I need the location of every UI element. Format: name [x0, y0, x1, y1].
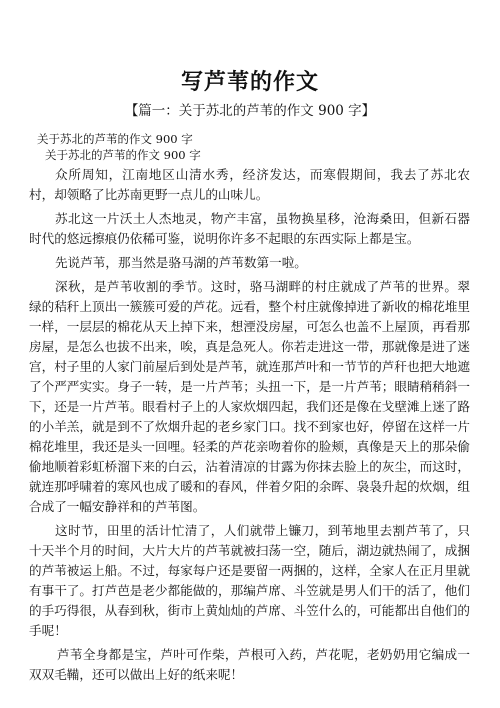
- paragraph-5: 这时节，田里的活计忙清了，人们就带上镰刀，到苇地里去割芦苇了，只十天半个月的时间，大片大片的芦苇就被扫荡一空，随后，湖边就热闹了，成捆的芦苇被运上船。不过，每家每户还是要留一两捆的，这样，全家人在正月里就有事干了。打芦芭是老少都能做的，那编芦席、斗笠就是男人们干的活了，他们的手巧得很，从春到秋，街市上黄灿灿的芦席、斗笠什么的，可能都出自他们的手呢！: [29, 523, 470, 638]
- paragraph-1: 众所周知，江南地区山清水秀，经济发达，而寒假期间，我去了苏北农村，却领略了比苏南更野一点儿的山味儿。: [29, 167, 470, 202]
- meta-line-2: 关于苏北的芦苇的作文 900 字: [45, 148, 201, 162]
- document-title: 写芦苇的作文: [180, 69, 319, 95]
- section-heading: 【篇一：关于苏北的芦苇的作文 900 字】: [124, 103, 376, 119]
- paragraph-6: 芦苇全身都是宝，芦叶可作柴，芦根可入药，芦花呢，老奶奶用它编成一双双毛鞴，还可以做出上好的纸来呢！: [29, 647, 470, 682]
- paragraph-4: 深秋，是芦苇收割的季节。这时，骆马湖畔的村庄就成了芦苇的世界。翠绿的秸秆上顶出一簇簇可爱的芦花。远看，整个村庄就像掉进了新收的棉花堆里一样，一层层的棉花从天上掉下来，想湮没房屋，可怎么也盖不上屋顶，再看那房屋，是怎么也拔不出来，唉，真是急死人。你若走进这一带，那就像是进了迷宫，村子里的人家门前屋后到处是芦苇，就连那芦叶和一节节的芦秆也把大地遮了个严严实实。身子一转，是一片芦苇；头扭一下，是一片芦苇；眼睛稍稍斜一下，还是一片芦苇。眼看村子上的人家炊烟四起，我们还是像在戈壁滩上迷了路的小羊羔，就是到不了炊烟升起的老乡家门口。找不到家也好，停留在这样一片棉花堆里，我还是头一回哩。轻柔的芦花亲吻着你的脸颊，真像是天上的那朵偷偷地顺着彩虹桥溜下来的白云，沾着清凉的甘露为你抹去脸上的灰尘，而这时，就连那呼啸着的寒风也成了暖和的春风，伴着夕阳的余晖、袅袅升起的炊烟，组合成了一幅安静祥和的芦苇图。: [29, 279, 470, 514]
- paragraph-3: 先说芦苇，那当然是骆马湖的芦苇数第一啦。: [55, 255, 307, 270]
- meta-line-1: 关于苏北的芦苇的作文 900 字: [37, 132, 193, 146]
- paragraph-2: 苏北这一片沃土人杰地灵，物产丰富，虽物换星移，沧海桑田，但新石器时代的悠远擦痕仍依稀可鉴，说明你许多不起眼的东西实际上都是宝。: [29, 211, 470, 246]
